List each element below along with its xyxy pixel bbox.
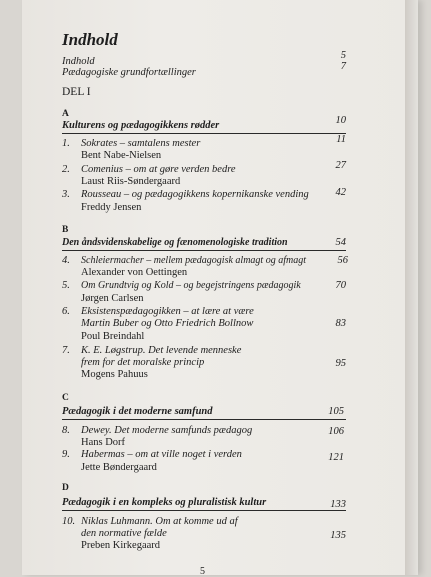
entry-title: Rousseau – og pædagogikkens kopernikanske vending <box>81 189 309 200</box>
section-title: Pædagogik i en kompleks og pluralistisk kultur <box>62 497 267 508</box>
entry-title: Schleiermacher – mellem pædagogisk almagt og afmagt <box>81 255 306 266</box>
entry-title: Dewey. Det moderne samfunds pædagog <box>81 425 253 436</box>
section-letter: A <box>62 109 69 119</box>
entry-author: Laust Riis-Søndergaard <box>81 176 181 187</box>
entry-author: Alexander von Oettingen <box>81 267 188 278</box>
entry-title-line2: Martin Buber og Otto Friedrich Bollnow <box>81 318 254 329</box>
page-number: 5 <box>200 566 205 577</box>
toc-front-page: 5 <box>340 50 346 61</box>
entry-number: 1. <box>62 138 70 149</box>
entry-title: Comenius – om at gøre verden bedre <box>81 164 236 175</box>
section-title: Den åndsvidenskabelige og fænomenologiske tradition <box>62 237 288 248</box>
entry-page: 56 <box>337 255 348 266</box>
entry-page: 95 <box>335 358 346 369</box>
entry-number: 7. <box>62 345 70 356</box>
section-page: 54 <box>335 237 346 248</box>
entry-title: Sokrates – samtalens mester <box>81 138 201 149</box>
entry-page: 70 <box>335 280 346 291</box>
section-page: 133 <box>330 499 346 510</box>
entry-author: Jette Bøndergaard <box>81 462 157 473</box>
entry-title-line2: frem for det moralske princip <box>81 357 205 368</box>
entry-author: Jørgen Carlsen <box>81 293 144 304</box>
entry-page: 11 <box>336 134 346 145</box>
entry-author: Preben Kirkegaard <box>81 540 161 551</box>
page-title: Indhold <box>62 30 118 49</box>
entry-title: Habermas – om at ville noget i verden <box>81 449 242 460</box>
entry-number: 10. <box>62 516 76 527</box>
entry-title-line2: den normative fælde <box>81 528 167 539</box>
entry-page: 106 <box>328 426 344 437</box>
entry-number: 8. <box>62 425 70 436</box>
entry-page: 135 <box>330 530 346 541</box>
entry-author: Poul Breindahl <box>81 331 145 342</box>
part-heading: DEL I <box>62 86 91 98</box>
entry-page: 27 <box>335 160 346 171</box>
entry-page: 83 <box>335 318 346 329</box>
page-edge <box>405 0 418 575</box>
section-title: Pædagogik i det moderne samfund <box>62 406 213 417</box>
entry-author: Freddy Jensen <box>81 202 142 213</box>
entry-author: Hans Dorf <box>81 437 126 448</box>
entry-number: 4. <box>62 255 70 266</box>
entry-number: 2. <box>62 164 70 175</box>
section-rule <box>62 419 346 420</box>
entry-page: 42 <box>335 187 346 198</box>
entry-number: 3. <box>62 189 70 200</box>
entry-title: K. E. Løgstrup. Det levende menneske <box>81 345 242 356</box>
entry-title: Eksistenspædagogikken – at lære at være <box>81 306 254 317</box>
toc-front-page: 7 <box>340 61 346 72</box>
entry-number: 9. <box>62 449 70 460</box>
section-letter: C <box>62 393 69 403</box>
toc-front-label: Indhold <box>62 56 95 67</box>
section-page: 105 <box>328 406 344 417</box>
section-letter: B <box>62 225 69 235</box>
section-rule <box>62 510 346 511</box>
section-rule <box>62 133 346 134</box>
entry-author: Bent Nabe-Nielsen <box>81 150 162 161</box>
entry-page: 121 <box>328 452 344 463</box>
toc-front-label: Pædagogiske grundfortællinger <box>62 67 196 78</box>
entry-title: Om Grundtvig og Kold – og begejstringens pædagogik <box>81 280 301 291</box>
entry-number: 6. <box>62 306 70 317</box>
section-rule <box>62 250 346 251</box>
section-title: Kulturens og pædagogikkens rødder <box>62 120 220 131</box>
section-page: 10 <box>335 115 346 126</box>
entry-title: Niklas Luhmann. Om at komme ud af <box>81 516 238 527</box>
entry-author: Mogens Pahuus <box>81 369 148 380</box>
entry-number: 5. <box>62 280 70 291</box>
section-letter: D <box>62 483 69 493</box>
